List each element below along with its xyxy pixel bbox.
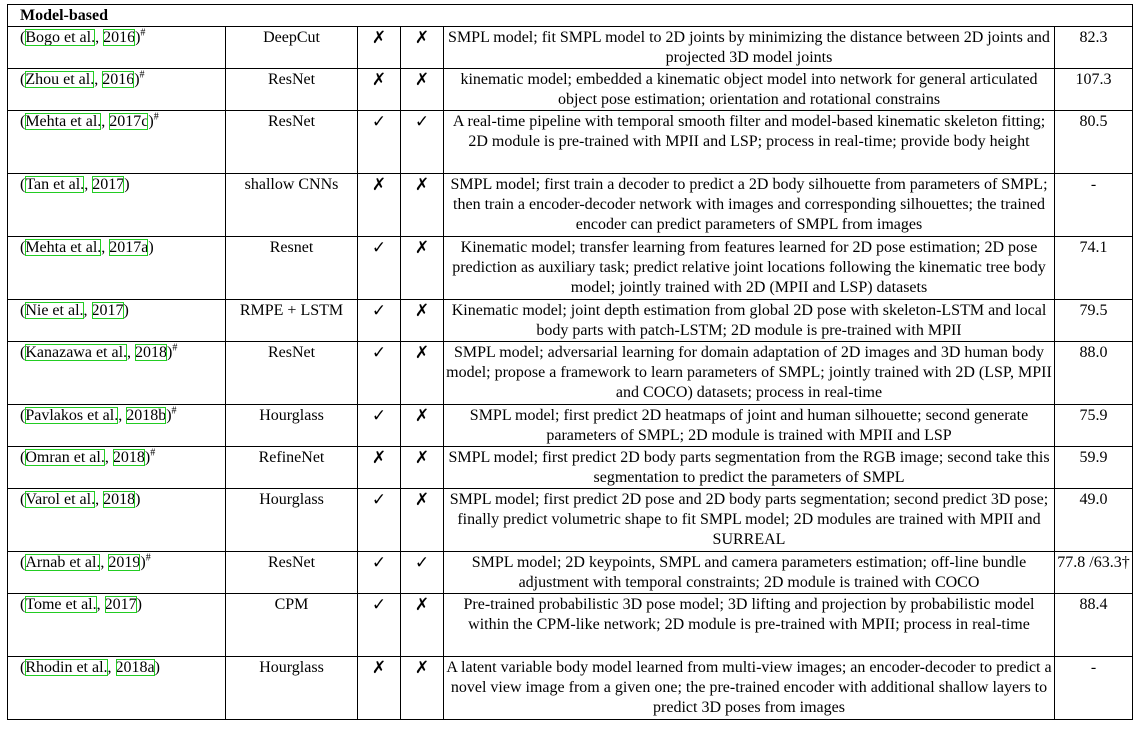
description-cell: SMPL model; first predict 2D heatmaps of joint and human silhouette; second generate parameters of SMPL; 2D module is trained with MPII and LSP	[444, 405, 1055, 447]
reference-cell: (Tan et al., 2017)	[8, 174, 226, 237]
year-citation-link[interactable]: 2018	[112, 449, 145, 466]
reference-cell: (Bogo et al., 2016)#	[8, 27, 226, 69]
code-available-mark: #	[150, 447, 156, 459]
error-value-cell: 80.5	[1055, 111, 1133, 174]
check-mark-cell: ✓	[358, 552, 401, 594]
check-mark-cell: ✗	[358, 69, 401, 111]
table-row	[8, 552, 1133, 594]
network-cell: DeepCut	[226, 27, 358, 69]
reference-cell: (Omran et al., 2018)#	[8, 447, 226, 489]
check-mark-cell: ✗	[401, 300, 444, 342]
year-citation-link[interactable]: 2018b	[126, 407, 167, 424]
author-citation-link[interactable]: Tan et al.	[25, 176, 85, 193]
reference-cell: (Mehta et al., 2017a)	[8, 237, 226, 300]
check-mark-cell: ✗	[401, 342, 444, 405]
error-value-cell: 75.9	[1055, 405, 1133, 447]
check-mark-cell: ✗	[401, 489, 444, 552]
reference-cell: (Rhodin et al., 2018a)	[8, 657, 226, 720]
author-citation-link[interactable]: Tome et al.	[25, 596, 97, 613]
error-value-cell: 82.3	[1055, 27, 1133, 69]
year-citation-link[interactable]: 2017	[91, 302, 124, 319]
year-citation-link[interactable]: 2017a	[109, 239, 149, 256]
table-row	[8, 174, 1133, 237]
author-citation-link[interactable]: Arnab et al.	[25, 554, 101, 571]
author-citation-link[interactable]: Omran et al.	[25, 449, 105, 466]
table-row	[8, 69, 1133, 111]
network-cell: ResNet	[226, 111, 358, 174]
table-row	[8, 300, 1133, 342]
year-citation-link[interactable]: 2019	[108, 554, 141, 571]
code-available-mark: #	[172, 342, 178, 354]
author-citation-link[interactable]: Nie et al.	[25, 302, 84, 319]
section-header-row	[8, 5, 1133, 27]
network-cell: RMPE + LSTM	[226, 300, 358, 342]
network-cell: ResNet	[226, 342, 358, 405]
reference-cell: (Kanazawa et al., 2018)#	[8, 342, 226, 405]
year-citation-link[interactable]: 2016	[102, 71, 135, 88]
network-cell: shallow CNNs	[226, 174, 358, 237]
description-cell: A real-time pipeline with temporal smooth filter and model-based kinematic skeleton fitting; 2D module is pre-trained with MPII and LSP; process in real-time; provide body height	[444, 111, 1055, 174]
check-mark-cell: ✓	[358, 342, 401, 405]
description-cell: A latent variable body model learned from multi-view images; an encoder-decoder to predict a novel view image from a given one; the pre-trained encoder with additional shallow layers to predict 3D poses from images	[444, 657, 1055, 720]
error-value-cell: 59.9	[1055, 447, 1133, 489]
reference-cell: (Nie et al., 2017)	[8, 300, 226, 342]
check-mark-cell: ✓	[401, 552, 444, 594]
code-available-mark: #	[145, 552, 151, 564]
author-citation-link[interactable]: Mehta et al.	[25, 239, 102, 256]
check-mark-cell: ✗	[401, 657, 444, 720]
error-value-cell: 74.1	[1055, 237, 1133, 300]
author-citation-link[interactable]: Rhodin et al.	[25, 659, 108, 676]
author-citation-link[interactable]: Mehta et al.	[25, 113, 102, 130]
description-cell: SMPL model; first predict 2D body parts segmentation from the RGB image; second take this segmentation to predict the parameters of SMPL	[444, 447, 1055, 489]
check-mark-cell: ✓	[358, 405, 401, 447]
description-cell: SMPL model; first predict 2D pose and 2D body parts segmentation; second predict 3D pose; finally predict volumetric shape to fit SMPL model; 2D modules are trained with MPII and SURREAL	[444, 489, 1055, 552]
code-available-mark: #	[171, 405, 177, 417]
code-available-mark: #	[139, 69, 145, 81]
network-cell: Resnet	[226, 237, 358, 300]
description-cell: kinematic model; embedded a kinematic object model into network for general articulated object pose estimation; orientation and rotational constrains	[444, 69, 1055, 111]
description-cell: SMPL model; first train a decoder to predict a 2D body silhouette from parameters of SMPL; then train a encoder-decoder network with images and corresponding silhouettes; the trained encoder can predict parameters of SMPL from images	[444, 174, 1055, 237]
network-cell: Hourglass	[226, 489, 358, 552]
table-row	[8, 594, 1133, 657]
year-citation-link[interactable]: 2017	[92, 176, 125, 193]
error-value-cell: 79.5	[1055, 300, 1133, 342]
table-row	[8, 489, 1133, 552]
network-cell: RefineNet	[226, 447, 358, 489]
reference-cell: (Zhou et al., 2016)#	[8, 69, 226, 111]
year-citation-link[interactable]: 2016	[103, 29, 136, 46]
table-row	[8, 342, 1133, 405]
error-value-cell: -	[1055, 174, 1133, 237]
description-cell: SMPL model; fit SMPL model to 2D joints by minimizing the distance between 2D joints and projected 3D model joints	[444, 27, 1055, 69]
description-cell: SMPL model; adversarial learning for domain adaptation of 2D images and 3D human body model; propose a framework to learn parameters of SMPL; jointly trained with 2D (LSP, MPII and COCO) datasets; process in real-time	[444, 342, 1055, 405]
section-title: Model-based	[8, 5, 1133, 27]
check-mark-cell: ✗	[401, 447, 444, 489]
check-mark-cell: ✓	[358, 594, 401, 657]
error-value-cell: 49.0	[1055, 489, 1133, 552]
check-mark-cell: ✗	[401, 69, 444, 111]
check-mark-cell: ✓	[358, 237, 401, 300]
check-mark-cell: ✗	[358, 657, 401, 720]
check-mark-cell: ✗	[358, 174, 401, 237]
reference-cell: (Tome et al., 2017)	[8, 594, 226, 657]
check-mark-cell: ✗	[401, 237, 444, 300]
year-citation-link[interactable]: 2018	[135, 344, 168, 361]
code-available-mark: #	[153, 111, 159, 123]
check-mark-cell: ✗	[358, 27, 401, 69]
table-row	[8, 111, 1133, 174]
check-mark-cell: ✓	[358, 300, 401, 342]
check-mark-cell: ✗	[401, 27, 444, 69]
author-citation-link[interactable]: Pavlakos et al.	[25, 407, 119, 424]
network-cell: CPM	[226, 594, 358, 657]
network-cell: Hourglass	[226, 405, 358, 447]
check-mark-cell: ✗	[401, 405, 444, 447]
table-row	[8, 447, 1133, 489]
description-cell: Pre-trained probabilistic 3D pose model; 3D lifting and projection by probabilistic model within the CPM-like network; 2D module is pre-trained with MPII; process in real-time	[444, 594, 1055, 657]
description-cell: Kinematic model; joint depth estimation from global 2D pose with skeleton-LSTM and local body parts with patch-LSTM; 2D module is pre-trained with MPII	[444, 300, 1055, 342]
reference-cell: (Arnab et al., 2019)#	[8, 552, 226, 594]
reference-cell: (Mehta et al., 2017c)#	[8, 111, 226, 174]
year-citation-link[interactable]: 2018a	[115, 659, 155, 676]
error-value-cell: -	[1055, 657, 1133, 720]
table-row	[8, 237, 1133, 300]
error-value-cell: 88.0	[1055, 342, 1133, 405]
check-mark-cell: ✗	[401, 174, 444, 237]
error-value-cell: 88.4	[1055, 594, 1133, 657]
check-mark-cell: ✗	[401, 594, 444, 657]
code-available-mark: #	[140, 27, 146, 39]
network-cell: ResNet	[226, 69, 358, 111]
error-value-cell: 77.8 /63.3†	[1055, 552, 1133, 594]
description-cell: SMPL model; 2D keypoints, SMPL and camera parameters estimation; off-line bundle adjustment with temporal constraints; 2D module is trained with COCO	[444, 552, 1055, 594]
table-row	[8, 405, 1133, 447]
check-mark-cell: ✓	[358, 489, 401, 552]
year-citation-link[interactable]: 2017c	[109, 113, 149, 130]
author-citation-link[interactable]: Bogo et al.	[25, 29, 96, 46]
check-mark-cell: ✓	[358, 111, 401, 174]
reference-cell: (Varol et al., 2018)	[8, 489, 226, 552]
author-citation-link[interactable]: Kanazawa et al.	[25, 344, 128, 361]
table-row	[8, 657, 1133, 720]
network-cell: Hourglass	[226, 657, 358, 720]
year-citation-link[interactable]: 2018	[103, 491, 136, 508]
author-citation-link[interactable]: Zhou et al.	[25, 71, 95, 88]
error-value-cell: 107.3	[1055, 69, 1133, 111]
year-citation-link[interactable]: 2017	[104, 596, 137, 613]
results-table	[7, 4, 1133, 720]
check-mark-cell: ✗	[358, 447, 401, 489]
reference-cell: (Pavlakos et al., 2018b)#	[8, 405, 226, 447]
network-cell: ResNet	[226, 552, 358, 594]
table-row	[8, 27, 1133, 69]
description-cell: Kinematic model; transfer learning from features learned for 2D pose estimation; 2D pose prediction as auxiliary task; predict relative joint locations following the kinematic tree body model; jointly trained with 2D (MPII and LSP) datasets	[444, 237, 1055, 300]
check-mark-cell: ✓	[401, 111, 444, 174]
author-citation-link[interactable]: Varol et al.	[25, 491, 96, 508]
